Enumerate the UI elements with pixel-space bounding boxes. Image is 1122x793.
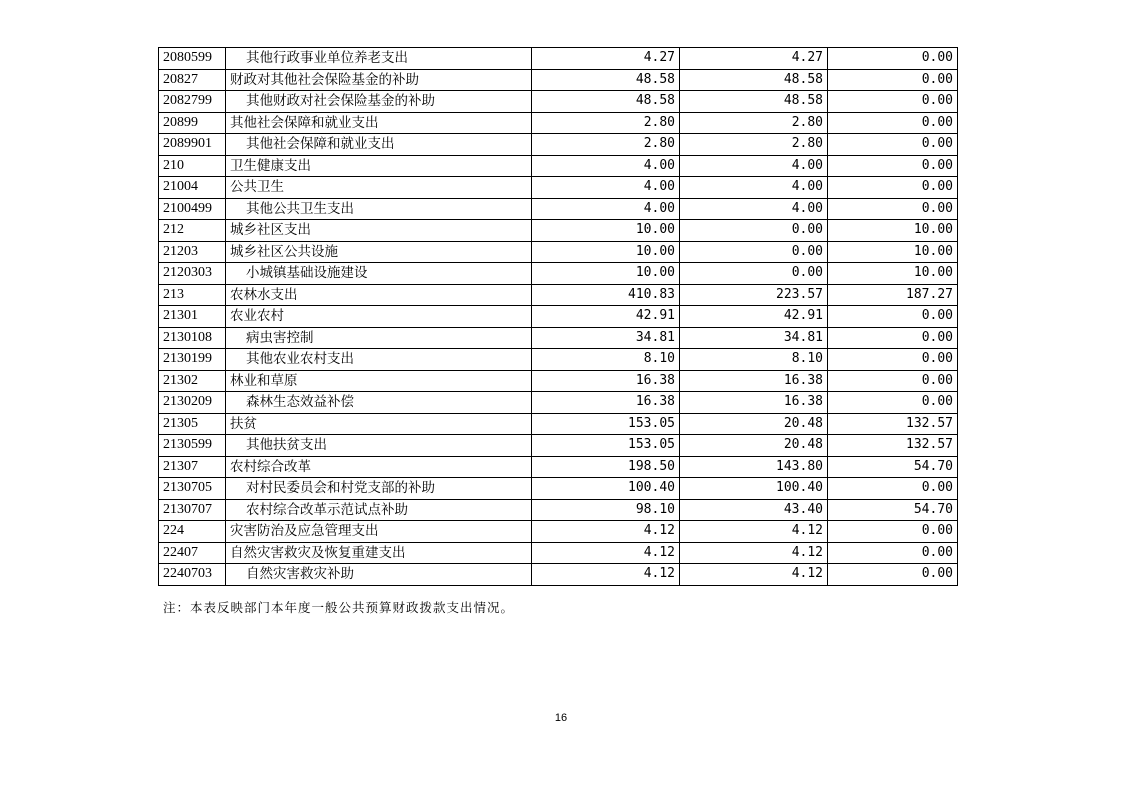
total-amount-cell: 410.83	[532, 284, 680, 306]
subject-name-cell: 其他财政对社会保险基金的补助	[226, 91, 532, 113]
table-row	[159, 112, 958, 134]
subject-code-cell: 21305	[159, 413, 226, 435]
subject-code-cell: 2130199	[159, 349, 226, 371]
project-expense-cell: 187.27	[828, 284, 958, 306]
subject-code-cell: 20899	[159, 112, 226, 134]
total-amount-cell: 100.40	[532, 478, 680, 500]
basic-expense-cell: 4.27	[680, 48, 828, 70]
subject-name-cell: 公共卫生	[226, 177, 532, 199]
project-expense-cell: 0.00	[828, 48, 958, 70]
basic-expense-cell: 4.00	[680, 177, 828, 199]
subject-name-cell: 扶贫	[226, 413, 532, 435]
project-expense-cell: 0.00	[828, 306, 958, 328]
subject-name-cell: 小城镇基础设施建设	[226, 263, 532, 285]
total-amount-cell: 4.00	[532, 177, 680, 199]
subject-code-cell: 2089901	[159, 134, 226, 156]
basic-expense-cell: 4.12	[680, 521, 828, 543]
total-amount-cell: 10.00	[532, 241, 680, 263]
table-row	[159, 521, 958, 543]
table-row	[159, 91, 958, 113]
table-row	[159, 198, 958, 220]
budget-table	[158, 47, 958, 586]
total-amount-cell: 4.12	[532, 521, 680, 543]
subject-name-cell: 城乡社区支出	[226, 220, 532, 242]
basic-expense-cell: 20.48	[680, 413, 828, 435]
subject-code-cell: 21307	[159, 456, 226, 478]
project-expense-cell: 132.57	[828, 413, 958, 435]
total-amount-cell: 34.81	[532, 327, 680, 349]
subject-name-cell: 其他行政事业单位养老支出	[226, 48, 532, 70]
table-row	[159, 413, 958, 435]
subject-name-cell: 其他公共卫生支出	[226, 198, 532, 220]
total-amount-cell: 4.00	[532, 155, 680, 177]
page-number: 16	[554, 712, 568, 724]
project-expense-cell: 0.00	[828, 478, 958, 500]
subject-name-cell: 自然灾害救灾补助	[226, 564, 532, 586]
table-row	[159, 306, 958, 328]
table-row	[159, 349, 958, 371]
project-expense-cell: 0.00	[828, 134, 958, 156]
subject-code-cell: 2130599	[159, 435, 226, 457]
subject-name-cell: 其他扶贫支出	[226, 435, 532, 457]
project-expense-cell: 0.00	[828, 542, 958, 564]
table-row	[159, 499, 958, 521]
basic-expense-cell: 48.58	[680, 69, 828, 91]
basic-expense-cell: 100.40	[680, 478, 828, 500]
subject-name-cell: 农村综合改革	[226, 456, 532, 478]
subject-name-cell: 财政对其他社会保险基金的补助	[226, 69, 532, 91]
table-row	[159, 542, 958, 564]
project-expense-cell: 0.00	[828, 370, 958, 392]
basic-expense-cell: 2.80	[680, 134, 828, 156]
total-amount-cell: 198.50	[532, 456, 680, 478]
subject-code-cell: 2120303	[159, 263, 226, 285]
subject-code-cell: 21301	[159, 306, 226, 328]
total-amount-cell: 42.91	[532, 306, 680, 328]
table-row	[159, 48, 958, 70]
subject-code-cell: 20827	[159, 69, 226, 91]
subject-code-cell: 212	[159, 220, 226, 242]
subject-name-cell: 森林生态效益补偿	[226, 392, 532, 414]
subject-code-cell: 2080599	[159, 48, 226, 70]
total-amount-cell: 4.00	[532, 198, 680, 220]
subject-code-cell: 2082799	[159, 91, 226, 113]
project-expense-cell: 0.00	[828, 564, 958, 586]
subject-name-cell: 病虫害控制	[226, 327, 532, 349]
total-amount-cell: 4.12	[532, 564, 680, 586]
total-amount-cell: 10.00	[532, 220, 680, 242]
total-amount-cell: 10.00	[532, 263, 680, 285]
table-row	[159, 370, 958, 392]
subject-code-cell: 21302	[159, 370, 226, 392]
table-row	[159, 327, 958, 349]
subject-name-cell: 农村综合改革示范试点补助	[226, 499, 532, 521]
subject-code-cell: 2100499	[159, 198, 226, 220]
project-expense-cell: 0.00	[828, 177, 958, 199]
project-expense-cell: 10.00	[828, 241, 958, 263]
basic-expense-cell: 16.38	[680, 392, 828, 414]
subject-code-cell: 2130108	[159, 327, 226, 349]
basic-expense-cell: 42.91	[680, 306, 828, 328]
table-row	[159, 220, 958, 242]
basic-expense-cell: 34.81	[680, 327, 828, 349]
subject-code-cell: 22407	[159, 542, 226, 564]
table-note: 注：本表反映部门本年度一般公共预算财政拨款支出情况。	[163, 600, 515, 615]
basic-expense-cell: 4.12	[680, 564, 828, 586]
table-row	[159, 134, 958, 156]
project-expense-cell: 0.00	[828, 112, 958, 134]
project-expense-cell: 0.00	[828, 349, 958, 371]
basic-expense-cell: 223.57	[680, 284, 828, 306]
project-expense-cell: 10.00	[828, 263, 958, 285]
project-expense-cell: 0.00	[828, 327, 958, 349]
basic-expense-cell: 0.00	[680, 220, 828, 242]
project-expense-cell: 54.70	[828, 456, 958, 478]
subject-code-cell: 210	[159, 155, 226, 177]
project-expense-cell: 0.00	[828, 521, 958, 543]
project-expense-cell: 10.00	[828, 220, 958, 242]
subject-name-cell: 自然灾害救灾及恢复重建支出	[226, 542, 532, 564]
subject-name-cell: 对村民委员会和村党支部的补助	[226, 478, 532, 500]
total-amount-cell: 2.80	[532, 134, 680, 156]
subject-name-cell: 其他社会保障和就业支出	[226, 134, 532, 156]
subject-code-cell: 2130209	[159, 392, 226, 414]
table-row	[159, 155, 958, 177]
table-row	[159, 435, 958, 457]
subject-code-cell: 2130705	[159, 478, 226, 500]
basic-expense-cell: 48.58	[680, 91, 828, 113]
subject-name-cell: 其他农业农村支出	[226, 349, 532, 371]
table-row	[159, 241, 958, 263]
total-amount-cell: 98.10	[532, 499, 680, 521]
table-row	[159, 284, 958, 306]
project-expense-cell: 132.57	[828, 435, 958, 457]
table-row	[159, 564, 958, 586]
project-expense-cell: 54.70	[828, 499, 958, 521]
basic-expense-cell: 0.00	[680, 241, 828, 263]
basic-expense-cell: 4.00	[680, 198, 828, 220]
subject-code-cell: 2240703	[159, 564, 226, 586]
subject-name-cell: 其他社会保障和就业支出	[226, 112, 532, 134]
total-amount-cell: 153.05	[532, 413, 680, 435]
subject-code-cell: 213	[159, 284, 226, 306]
total-amount-cell: 2.80	[532, 112, 680, 134]
subject-name-cell: 农林水支出	[226, 284, 532, 306]
basic-expense-cell: 0.00	[680, 263, 828, 285]
subject-code-cell: 2130707	[159, 499, 226, 521]
total-amount-cell: 16.38	[532, 370, 680, 392]
total-amount-cell: 16.38	[532, 392, 680, 414]
subject-name-cell: 农业农村	[226, 306, 532, 328]
table-row	[159, 392, 958, 414]
table-row	[159, 69, 958, 91]
subject-code-cell: 224	[159, 521, 226, 543]
basic-expense-cell: 20.48	[680, 435, 828, 457]
project-expense-cell: 0.00	[828, 198, 958, 220]
total-amount-cell: 4.27	[532, 48, 680, 70]
basic-expense-cell: 43.40	[680, 499, 828, 521]
basic-expense-cell: 143.80	[680, 456, 828, 478]
table-row	[159, 456, 958, 478]
subject-name-cell: 林业和草原	[226, 370, 532, 392]
project-expense-cell: 0.00	[828, 69, 958, 91]
project-expense-cell: 0.00	[828, 91, 958, 113]
project-expense-cell: 0.00	[828, 155, 958, 177]
basic-expense-cell: 16.38	[680, 370, 828, 392]
basic-expense-cell: 4.00	[680, 155, 828, 177]
table-row	[159, 478, 958, 500]
total-amount-cell: 153.05	[532, 435, 680, 457]
total-amount-cell: 8.10	[532, 349, 680, 371]
subject-name-cell: 卫生健康支出	[226, 155, 532, 177]
basic-expense-cell: 8.10	[680, 349, 828, 371]
subject-code-cell: 21203	[159, 241, 226, 263]
total-amount-cell: 48.58	[532, 91, 680, 113]
basic-expense-cell: 4.12	[680, 542, 828, 564]
total-amount-cell: 4.12	[532, 542, 680, 564]
total-amount-cell: 48.58	[532, 69, 680, 91]
table-row	[159, 177, 958, 199]
subject-code-cell: 21004	[159, 177, 226, 199]
subject-name-cell: 灾害防治及应急管理支出	[226, 521, 532, 543]
table-row	[159, 263, 958, 285]
basic-expense-cell: 2.80	[680, 112, 828, 134]
table-body	[159, 48, 958, 586]
project-expense-cell: 0.00	[828, 392, 958, 414]
subject-name-cell: 城乡社区公共设施	[226, 241, 532, 263]
